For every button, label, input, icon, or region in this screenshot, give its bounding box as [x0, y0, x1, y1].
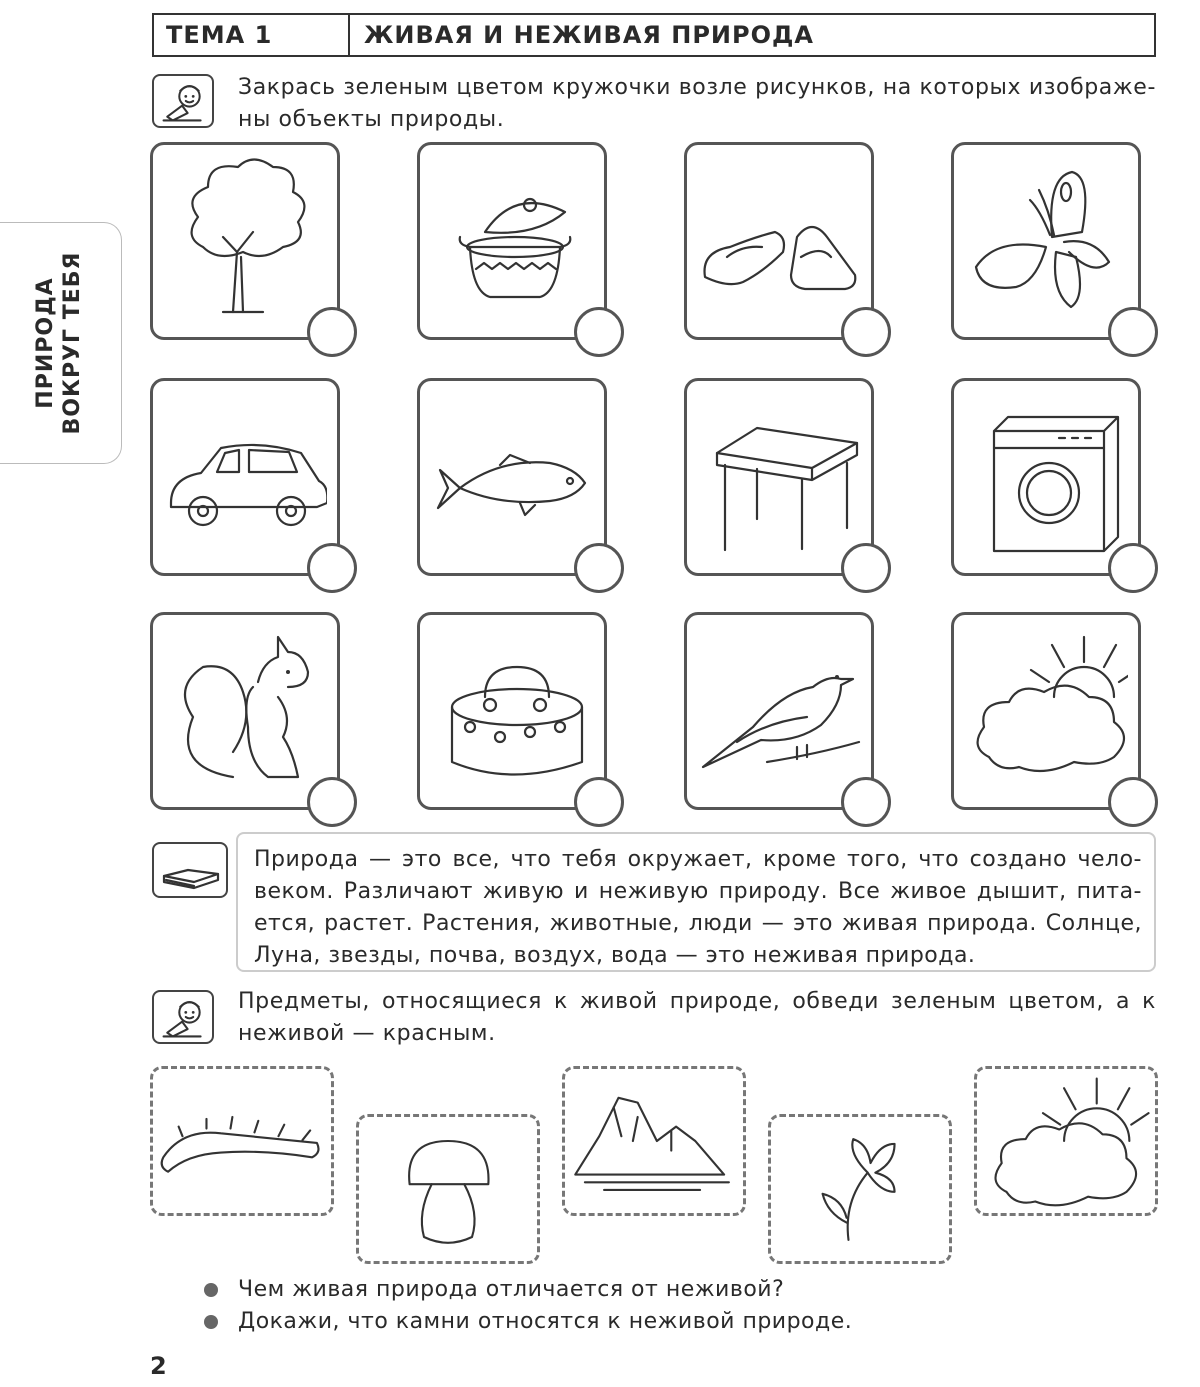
answer-circle[interactable]: [841, 543, 891, 593]
card-car: [150, 378, 340, 576]
bullet-icon: [204, 1283, 218, 1297]
task1-instruction: Закрась зеленым цветом кружочки возле рисунков, на которых изображе-ны объекты природы.: [238, 75, 1156, 132]
card-fish: [417, 378, 607, 576]
topic-title: ЖИВАЯ И НЕЖИВАЯ ПРИРОДА: [364, 21, 814, 49]
flower-icon: [771, 1117, 949, 1261]
answer-circle[interactable]: [1108, 777, 1158, 827]
object-flower[interactable]: [768, 1114, 952, 1264]
card-cake: [417, 612, 607, 810]
question-list: [204, 1274, 852, 1338]
butterfly-icon: [964, 157, 1128, 317]
bullet-icon: [204, 1315, 218, 1329]
card-stool: [684, 378, 874, 576]
sun-cloud-icon: [964, 627, 1128, 787]
card-pot: [417, 142, 607, 340]
mountain-icon: [565, 1069, 743, 1213]
tree-icon: [163, 157, 327, 317]
book-icon: [152, 842, 228, 898]
card-butterfly: [951, 142, 1141, 340]
washing-machine-icon: [964, 393, 1128, 553]
cake-icon: [430, 627, 594, 787]
caterpillar-icon: [153, 1069, 331, 1213]
task2-instruction: Предметы, относящиеся к живой природе, обведи зеленым цветом, а к неживой — красным.: [238, 989, 1156, 1046]
card-shoes: [684, 142, 874, 340]
fish-icon: [430, 393, 594, 553]
answer-circle[interactable]: [574, 777, 624, 827]
squirrel-icon: [163, 627, 327, 787]
list-item: Докажи, что камни относятся к неживой природе.: [204, 1306, 852, 1338]
car-icon: [163, 393, 327, 553]
card-washing-machine: [951, 378, 1141, 576]
card-tree: [150, 142, 340, 340]
answer-circle[interactable]: [307, 307, 357, 357]
object-mushroom[interactable]: [356, 1114, 540, 1264]
card-squirrel: [150, 612, 340, 810]
topic-header: [152, 13, 1156, 57]
object-mountain[interactable]: [562, 1066, 746, 1216]
answer-circle[interactable]: [841, 307, 891, 357]
bird-icon: [697, 627, 861, 787]
side-tab-label: ПРИРОДА ВОКРУГ ТЕБЯ: [33, 251, 85, 435]
list-item: Чем живая природа отличается от неживой?: [204, 1274, 852, 1306]
shoes-icon: [697, 157, 861, 317]
card-sun-cloud: [951, 612, 1141, 810]
sun-cloud-icon: [977, 1069, 1155, 1213]
info-definition: Природа — это все, что тебя окружает, кроме того, что создано чело-веком. Различают живую и неживую природу. Все живое дышит, пита-ется, растет. Растения, животные, люди — это живая природа. Солнце, Луна, звезды, почва, воздух, вода — это неживая природа.: [236, 832, 1156, 972]
topic-number: ТЕМА 1: [154, 15, 350, 55]
pot-icon: [430, 157, 594, 317]
card-bird: [684, 612, 874, 810]
answer-circle[interactable]: [307, 777, 357, 827]
page-number: 2: [150, 1352, 167, 1380]
answer-circle[interactable]: [574, 307, 624, 357]
child-writing-icon: [152, 74, 214, 128]
stool-icon: [697, 393, 861, 553]
answer-circle[interactable]: [1108, 543, 1158, 593]
child-writing-icon: [152, 990, 214, 1044]
answer-circle[interactable]: [574, 543, 624, 593]
object-sun-cloud[interactable]: [974, 1066, 1158, 1216]
answer-circle[interactable]: [307, 543, 357, 593]
object-caterpillar[interactable]: [150, 1066, 334, 1216]
mushroom-icon: [359, 1117, 537, 1261]
answer-circle[interactable]: [841, 777, 891, 827]
answer-circle[interactable]: [1108, 307, 1158, 357]
